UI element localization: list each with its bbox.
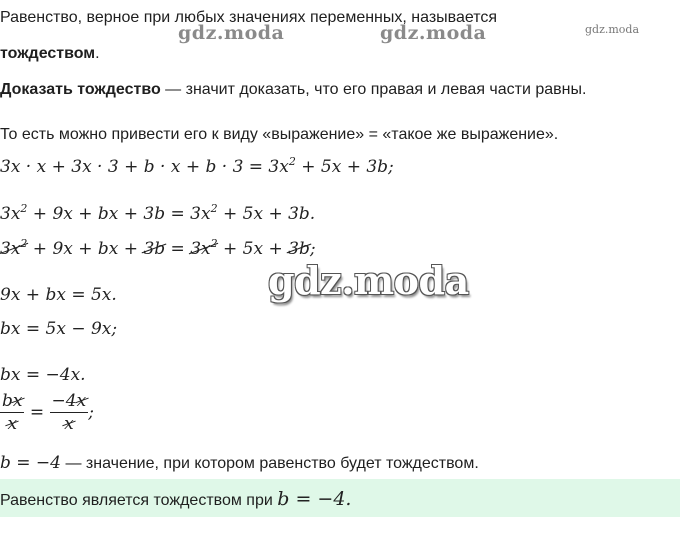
cancelled-term: $3x^2$ bbox=[0, 237, 28, 259]
equation-3-cancelled: $3x^2 + 9x$ + bx + $3b = 3x^2 + 5x + 3b$; bbox=[0, 237, 316, 259]
equation-7-fraction: $\frac{bx}{x}$ = $\frac{-4x}{x}$ ; bbox=[2, 391, 94, 434]
prove-line bbox=[0, 80, 586, 100]
cancelled-term: $3x^2$ bbox=[190, 237, 218, 259]
equation-5: bx = 5x − 9x; bbox=[0, 319, 118, 339]
answer-text: Равенство является тождеством при bbox=[0, 492, 278, 509]
answer-line: Равенство является тождеством при b = −4. bbox=[0, 488, 352, 510]
definition-term: тождеством bbox=[0, 45, 96, 62]
prove-bold: Доказать тождество bbox=[0, 81, 161, 98]
equation-2: $3x^2 + 9x$ + bx + $3b = 3x^2 + 5x + 3b$. bbox=[0, 202, 316, 224]
fraction-right: $\frac{-4x}{x}$ bbox=[51, 391, 87, 434]
cancelled-term: 3b bbox=[288, 239, 310, 259]
cancelled-term: 3b bbox=[143, 239, 166, 259]
watermark-big: gdz.moda bbox=[268, 258, 469, 303]
equation-6: bx = −4x. bbox=[0, 365, 86, 385]
conclusion-text: — значение, при котором равенство будет тождеством. bbox=[61, 455, 479, 472]
watermark-small-1: gdz.moda bbox=[178, 22, 285, 44]
watermark-small-2: gdz.moda bbox=[380, 22, 487, 44]
equation-1: $3x \cdot x + 3x \cdot 3 + b \cdot x + b \cdot 3 = 3x^2 + 5x + 3b$; bbox=[0, 155, 394, 177]
definition-term-punct: . bbox=[95, 45, 100, 62]
watermark-tiny: gdz.moda bbox=[585, 23, 640, 36]
definition-term-line bbox=[0, 44, 100, 64]
prove-rest: — значит доказать, что его правая и левая части равны. bbox=[160, 81, 587, 98]
conclusion-line: b = −4 — значение, при котором равенство будет тождеством. bbox=[0, 453, 479, 473]
definition-text: Равенство, верное при любых значениях переменных, называется bbox=[0, 9, 498, 26]
fraction-left: $\frac{bx}{x}$ bbox=[2, 391, 23, 434]
equation-4: 9x + bx = 5x. bbox=[0, 285, 117, 305]
intro-line: То есть можно привести его к виду «выражение» = «такое же выражение». bbox=[0, 126, 559, 143]
